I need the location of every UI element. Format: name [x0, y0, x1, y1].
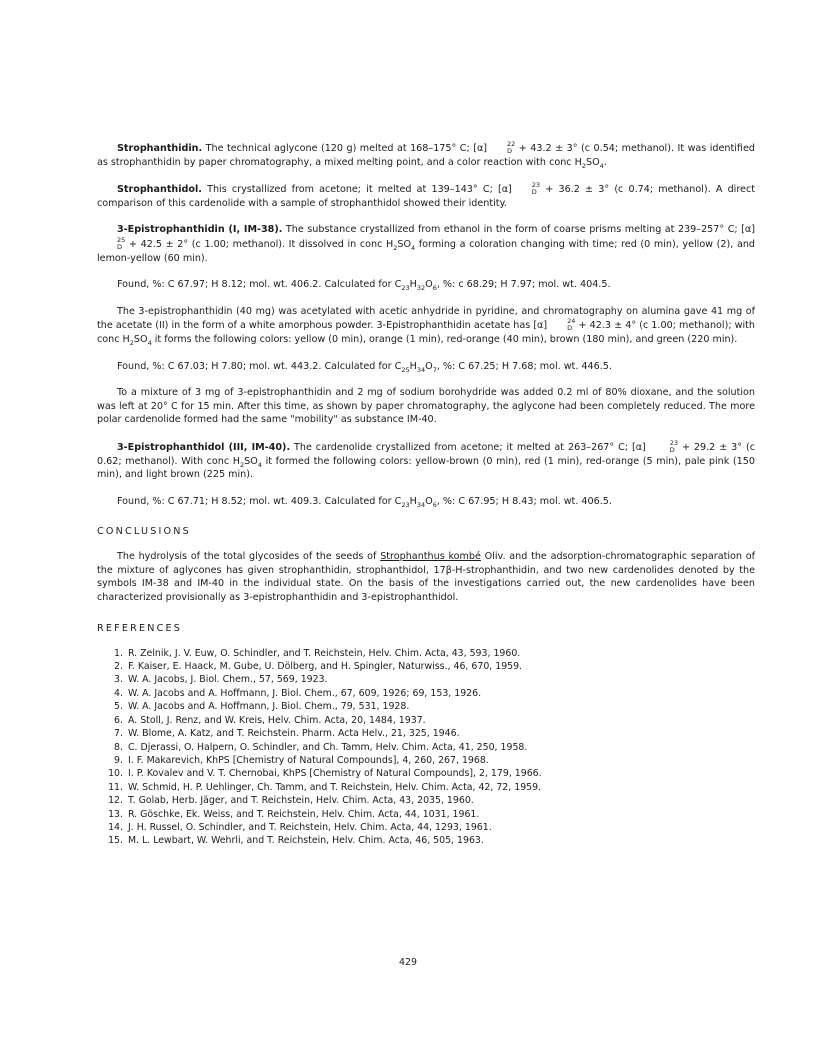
subscript: 23 — [401, 500, 410, 509]
reference-text: W. Schmid, H. P. Uehlinger, Ch. Tamm, and T. Reichstein, Helv. Chim. Acta, 42, 72, 1959. — [128, 781, 542, 793]
d-sub: D — [117, 242, 123, 251]
page-number: 429 — [399, 957, 417, 968]
text: + 42.5 ± 2° (c 1.00; methanol). It dissolved in conc H — [128, 238, 394, 250]
text: . — [603, 156, 607, 168]
reference-item — [97, 687, 755, 700]
rotation-index — [512, 182, 540, 196]
paragraph-analysis-3 — [97, 495, 755, 509]
text: SO — [397, 238, 412, 250]
reference-item — [97, 821, 755, 834]
subscript: 2 — [240, 460, 245, 469]
paragraph-analysis-2 — [97, 360, 755, 374]
subscript: 34 — [416, 500, 426, 509]
reference-item — [97, 660, 755, 673]
text: it forms the following colors: yellow (0 min), orange (1 min), red-orange (40 min), brown (180 min), and green (220 min). — [154, 333, 738, 345]
reference-item — [97, 700, 755, 713]
subscript: 2 — [393, 243, 398, 252]
paragraph-strophanthidol — [97, 182, 755, 210]
d-sub: D — [531, 188, 537, 197]
reference-number: 6. — [114, 714, 123, 726]
temp-sup: 22 — [507, 140, 516, 148]
heading-strophanthidol: Strophanthidol. — [117, 184, 202, 196]
rotation-index — [97, 237, 125, 251]
text: , %: C 67.25; H 7.68; mol. wt. 446.5. — [436, 360, 612, 372]
reference-text: W. A. Jacobs, J. Biol. Chem., 57, 569, 1923. — [128, 674, 328, 686]
text: + 36.2 ± 3° (c 0.74; methanol). A direct comparison of this cardenolide with a sample of strophanthidol showed their identity. — [97, 184, 755, 209]
text: Oliv. and the adsorption-chromatographic separation of the mixture of aglycones has given strophanthidin, strophanthidol, 17β-H-strophanthidin, and two new cardenolides denoted by the symbols IM-38 and IM-40 in the individual state. On the basis of the investigations carried out, the new cardenolides have been characterized provisionally as 3-epistrophanthidin and 3-epistrophanthidol. — [97, 551, 755, 604]
heading-3-epistrophanthidin: 3-Epistrophanthidin (I, IM-38). — [117, 224, 283, 236]
reference-number: 10. — [108, 768, 123, 780]
reference-text: W. A. Jacobs and A. Hoffmann, J. Biol. Chem., 79, 531, 1928. — [128, 701, 410, 713]
subscript: 4 — [147, 338, 152, 347]
reference-item — [97, 754, 755, 767]
subscript: 6 — [432, 500, 437, 509]
paragraph-analysis-1 — [97, 278, 755, 292]
text: Found, %: C 67.97; H 8.12; mol. wt. 406.2. Calculated for C — [117, 279, 402, 291]
reference-number: 11. — [108, 781, 123, 793]
reference-text: M. L. Lewbart, W. Wehrli, and T. Reichstein, Helv. Chim. Acta, 46, 505, 1963. — [128, 835, 484, 847]
text: + 43.2 ± 3° (c 0.54; methanol). It was identified as strophanthidin by paper chromatography, a mixed melting point, and a color reaction with conc H — [97, 143, 755, 168]
text: forming a coloration changing with time; red (0 min), yellow (2), and lemon-yellow (60 min). — [97, 238, 755, 264]
rotation-index — [650, 440, 678, 454]
text: Found, %: C 67.03; H 7.80; mol. wt. 443.2. Calculated for C — [117, 360, 402, 372]
reference-item — [97, 741, 755, 754]
text: SO — [133, 333, 148, 345]
reference-item — [97, 834, 755, 847]
reference-number: 15. — [108, 835, 123, 847]
reference-text: W. A. Jacobs and A. Hoffmann, J. Biol. Chem., 67, 609, 1926; 69, 153, 1926. — [128, 687, 482, 699]
subscript: 6 — [432, 284, 437, 293]
subscript: 7 — [432, 365, 437, 374]
reference-item — [97, 767, 755, 780]
conclusions-paragraph — [97, 550, 755, 604]
reference-text: A. Stoll, J. Renz, and W. Kreis, Helv. Chim. Acta, 20, 1484, 1937. — [128, 714, 426, 726]
reference-number: 7. — [114, 728, 123, 740]
reference-number: 1. — [114, 647, 123, 659]
text: SO — [585, 156, 600, 168]
text: + 42.3 ± 4° (c 1.00; methanol); with conc H — [97, 320, 755, 345]
rotation-index — [547, 318, 575, 332]
rotation-index — [487, 141, 515, 155]
text: The technical aglycone (120 g) melted at 168–175° C; [α] — [205, 143, 488, 154]
reference-number: 9. — [114, 754, 123, 766]
temp-sup: 23 — [531, 181, 541, 190]
text: This crystallized from acetone; it melted at 139–143° C; [α] — [207, 184, 512, 196]
species-name: Strophanthus kombé — [380, 551, 481, 563]
reference-number: 14. — [108, 821, 123, 833]
d-sub: D — [669, 445, 675, 454]
reference-number: 4. — [114, 687, 123, 699]
d-sub: D — [507, 147, 513, 155]
text: , %: c 68.29; H 7.97; mol. wt. 404.5. — [436, 279, 611, 291]
reference-item — [97, 673, 755, 686]
reference-text: I. P. Kovalev and V. T. Chernobai, KhPS [Chemistry of Natural Compounds], 2, 179, 1966. — [128, 768, 542, 780]
subscript: 23 — [401, 284, 410, 293]
text: H — [409, 360, 417, 372]
text: H — [409, 495, 417, 507]
temp-sup: 25 — [117, 235, 126, 244]
reference-item — [97, 781, 755, 794]
reference-text: I. F. Makarevich, KhPS [Chemistry of Natural Compounds], 4, 260, 267, 1968. — [128, 754, 489, 766]
reference-number: 2. — [114, 661, 123, 673]
reference-number: 8. — [114, 741, 123, 753]
text: The substance crystallized from ethanol in the form of coarse prisms melting at 239–257° C; [α] — [285, 224, 755, 236]
text: , %: C 67.95; H 8.43; mol. wt. 406.5. — [436, 495, 612, 507]
text: O — [425, 360, 433, 372]
subscript: 34 — [416, 365, 426, 374]
subscript: 2 — [581, 161, 586, 170]
reference-item — [97, 794, 755, 807]
heading-strophanthidin: Strophanthidin. — [117, 143, 203, 154]
subscript: 4 — [257, 460, 262, 469]
paragraph-acetylation — [97, 305, 755, 347]
text: Found, %: C 67.71; H 8.52; mol. wt. 409.3. Calculated for C — [117, 495, 402, 507]
references-list — [97, 647, 755, 848]
subscript: 2 — [129, 338, 134, 347]
reference-text: W. Blome, A. Katz, and T. Reichstein. Pharm. Acta Helv., 21, 325, 1946. — [128, 728, 460, 740]
conclusions-heading: CONCLUSIONS — [97, 526, 191, 538]
paragraph-reduction: To a mixture of 3 mg of 3-epistrophanthidin and 2 mg of sodium borohydride was added 0.2 ml of 80% dioxane, and the solution was left at 20° C for 15 min. After this time, as shown by paper chromatography, the aglycone had been completely reduced. The more polar cardenolide formed had the same "mobility" as substance IM-40. — [97, 387, 755, 426]
references-heading: REFERENCES — [97, 622, 183, 634]
reference-number: 12. — [108, 795, 123, 807]
page-content — [97, 141, 755, 848]
reference-item — [97, 714, 755, 727]
reference-number: 5. — [114, 701, 123, 713]
text: O — [425, 495, 433, 507]
text: The hydrolysis of the total glycosides of the seeds of — [117, 551, 377, 563]
reference-text: R. Zelnik, J. V. Euw, O. Schindler, and T. Reichstein, Helv. Chim. Acta, 43, 593, 1960. — [128, 647, 521, 659]
heading-3-epistrophanthidol: 3-Epistrophanthidol (III, IM-40). — [117, 441, 291, 453]
reference-item — [97, 647, 755, 660]
reference-text: T. Golab, Herb. Jäger, and T. Reichstein, Helv. Chim. Acta, 43, 2035, 1960. — [128, 795, 474, 807]
text: The 3-epistrophanthidin (40 mg) was acetylated with acetic anhydride in pyridine, and chromatography on alumina gave 41 mg of the acetate (II) in the form of a white amorphous powder. 3-Epistrophanthidin acetate has [α] — [97, 305, 755, 332]
reference-text: J. H. Russel, O. Schindler, and T. Reichstein, Helv. Chim. Acta, 44, 1293, 1961. — [128, 821, 492, 833]
subscript: 32 — [416, 284, 426, 293]
reference-number: 13. — [108, 808, 123, 820]
reference-item — [97, 727, 755, 740]
text: H — [409, 279, 417, 291]
text: O — [425, 279, 433, 291]
reference-text: C. Djerassi, O. Halpern, O. Schindler, and Ch. Tamm, Helv. Chim. Acta, 41, 250, 1958. — [128, 741, 528, 753]
text: SO — [244, 455, 258, 467]
temp-sup: 24 — [567, 317, 576, 326]
subscript: 25 — [401, 365, 410, 374]
d-sub: D — [567, 324, 573, 333]
text: it formed the following colors: yellow-brown (0 min), red (1 min), red-orange (5 min), pale pink (150 min), and light brown (225 min). — [97, 455, 755, 481]
paragraph-3-epistrophanthidol — [97, 440, 755, 482]
reference-text: R. Göschke, Ek. Weiss, and T. Reichstein, Helv. Chim. Acta, 44, 1031, 1961. — [128, 808, 480, 820]
text: The cardenolide crystallized from acetone; it melted at 263–267° C; [α] — [294, 441, 646, 453]
reference-item — [97, 808, 755, 821]
temp-sup: 23 — [669, 438, 679, 447]
paragraph-strophanthidin — [97, 141, 755, 169]
reference-number: 3. — [114, 674, 123, 686]
text: + 29.2 ± 3° (c 0.62; methanol). With conc H — [97, 441, 756, 467]
reference-text: F. Kaiser, E. Haack, M. Gube, U. Dölberg, and H. Spingler, Naturwiss., 46, 670, 1959. — [128, 661, 523, 673]
subscript: 4 — [599, 161, 604, 170]
subscript: 4 — [411, 243, 416, 252]
paragraph-3-epistrophanthidin — [97, 223, 755, 265]
